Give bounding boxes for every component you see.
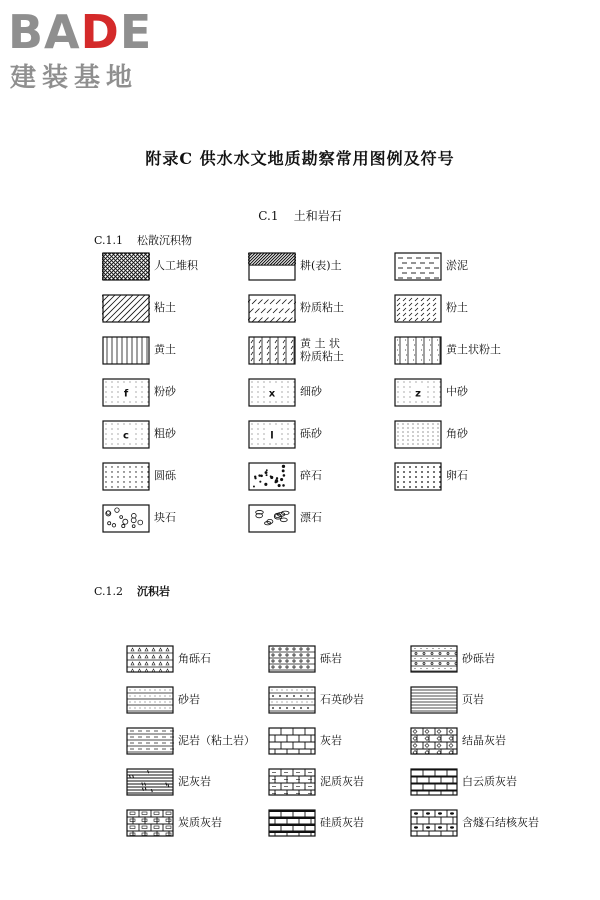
legend-item	[394, 420, 530, 449]
legend-label: 粉砂	[154, 385, 176, 398]
legend-swatch	[126, 686, 174, 714]
legend-item	[102, 462, 238, 491]
legend-label: 石英砂岩	[320, 692, 364, 706]
legend-swatch	[248, 504, 296, 533]
legend-item	[102, 378, 238, 407]
section-title: 土和岩石	[293, 209, 342, 223]
legend-label: 泥质灰岩	[320, 774, 364, 788]
legend-label: 中砂	[446, 385, 468, 398]
legend-swatch	[102, 294, 150, 323]
logo-subtitle: 建装基地	[10, 63, 139, 93]
legend-label: 粉土	[446, 301, 468, 314]
legend-item	[248, 252, 384, 281]
legend-item	[102, 336, 238, 365]
legend-swatch	[394, 378, 442, 407]
svg-text:x: x	[268, 388, 276, 400]
legend-label: 泥灰岩	[178, 774, 211, 788]
legend-swatch	[126, 809, 174, 837]
legend-item	[126, 645, 262, 673]
legend-label: 白云质灰岩	[462, 774, 517, 788]
legend-item	[248, 336, 384, 365]
legend-item	[394, 294, 530, 323]
legend-label: 砂砾岩	[462, 651, 495, 665]
legend-swatch	[394, 336, 442, 365]
legend-swatch	[102, 462, 150, 491]
legend-item	[126, 768, 262, 796]
legend-swatch	[268, 686, 316, 714]
legend-item	[410, 645, 546, 673]
legend-item	[102, 252, 238, 281]
legend-swatch	[268, 645, 316, 673]
legend-label: 硅质灰岩	[320, 815, 364, 829]
legend-item	[126, 686, 262, 714]
legend-item	[394, 378, 530, 407]
legend-swatch	[268, 809, 316, 837]
legend-item	[126, 727, 262, 755]
legend-swatch	[102, 336, 150, 365]
legend-item	[268, 645, 404, 673]
legend-label: 细砂	[300, 385, 322, 398]
legend-swatch	[248, 462, 296, 491]
legend-item	[102, 294, 238, 323]
legend-label: 黄土状粉土	[446, 343, 501, 356]
legend-swatch	[102, 504, 150, 533]
section-number: C.1	[258, 209, 279, 223]
legend-label: 黄土	[154, 343, 176, 356]
legend-swatch	[248, 252, 296, 281]
legend-label: 角砾石	[178, 651, 211, 665]
legend-item	[248, 420, 384, 449]
legend-item	[248, 378, 384, 407]
legend-item	[248, 504, 384, 533]
legend-swatch	[410, 645, 458, 673]
legend-label: 砾砂	[300, 427, 322, 440]
legend-swatch	[394, 294, 442, 323]
legend-label: 粘土	[154, 301, 176, 314]
legend-label: 砂岩	[178, 692, 200, 706]
svg-text:f: f	[123, 388, 129, 400]
legend-swatch	[410, 727, 458, 755]
legend-swatch	[410, 686, 458, 714]
legend-item	[268, 727, 404, 755]
legend-item	[268, 686, 404, 714]
legend-swatch	[268, 727, 316, 755]
legend-label: 粗砂	[154, 427, 176, 440]
legend-item	[394, 336, 530, 365]
subsection-title: 沉积岩	[137, 585, 171, 598]
subsection-heading-loose-deposits	[94, 232, 192, 248]
legend-swatch	[410, 809, 458, 837]
legend-item	[268, 768, 404, 796]
page-title: 附录C 供水水文地质勘察常用图例及符号	[145, 149, 455, 168]
legend-label: 角砂	[446, 427, 468, 440]
legend-label: 结晶灰岩	[462, 733, 506, 747]
logo	[8, 6, 178, 96]
legend-label: 砾岩	[320, 651, 342, 665]
legend-swatch	[410, 768, 458, 796]
legend-swatch	[248, 336, 296, 365]
legend-label: 耕(表)土	[300, 259, 342, 272]
legend-swatch	[394, 420, 442, 449]
legend-swatch	[248, 378, 296, 407]
legend-item	[410, 727, 546, 755]
legend-item	[102, 504, 238, 533]
legend-item	[394, 252, 530, 281]
legend-swatch	[268, 768, 316, 796]
subsection-title: 松散沉积物	[137, 234, 193, 247]
legend-item	[410, 686, 546, 714]
legend-label: 圆砾	[154, 469, 176, 482]
legend-item	[102, 420, 238, 449]
legend-swatch	[126, 727, 174, 755]
legend-label: 淤泥	[446, 259, 468, 272]
legend-swatch	[394, 252, 442, 281]
legend-label: 页岩	[462, 692, 484, 706]
legend-swatch	[102, 252, 150, 281]
legend-item	[248, 462, 384, 491]
legend-label: 碎石	[300, 469, 322, 482]
legend-label: 含燧石结核灰岩	[462, 815, 539, 829]
section-heading	[0, 207, 600, 224]
legend-swatch	[126, 768, 174, 796]
legend-label: 泥岩（粘土岩）	[178, 733, 255, 747]
legend-label: 人工堆积	[154, 259, 198, 272]
legend-item	[248, 294, 384, 323]
legend-item	[394, 462, 530, 491]
svg-text:l: l	[270, 430, 274, 442]
legend-swatch	[248, 294, 296, 323]
subsection-number: C.1.1	[94, 234, 124, 247]
legend-label: 灰岩	[320, 733, 342, 747]
svg-text:z: z	[415, 388, 421, 400]
legend-swatch	[102, 378, 150, 407]
legend-label: 黄 土 状	[300, 336, 340, 350]
legend-label: 粉质粘土	[300, 349, 344, 363]
legend-swatch	[126, 645, 174, 673]
subsection-number: C.1.2	[94, 585, 124, 598]
legend-label: 漂石	[300, 511, 322, 524]
subsection-heading-sedimentary-rocks	[94, 583, 170, 599]
legend-label: 块石	[154, 511, 176, 524]
legend-item	[410, 809, 546, 837]
legend-label: 卵石	[446, 469, 468, 482]
legend-item	[268, 809, 404, 837]
legend-swatch	[248, 420, 296, 449]
legend-label: 炭质灰岩	[178, 815, 222, 829]
legend-swatch	[102, 420, 150, 449]
legend-item	[410, 768, 546, 796]
logo-wordmark: BADE	[8, 5, 153, 59]
svg-text:c: c	[123, 430, 129, 442]
legend-item	[126, 809, 262, 837]
legend-swatch	[394, 462, 442, 491]
legend-label: 粉质粘土	[300, 301, 344, 314]
